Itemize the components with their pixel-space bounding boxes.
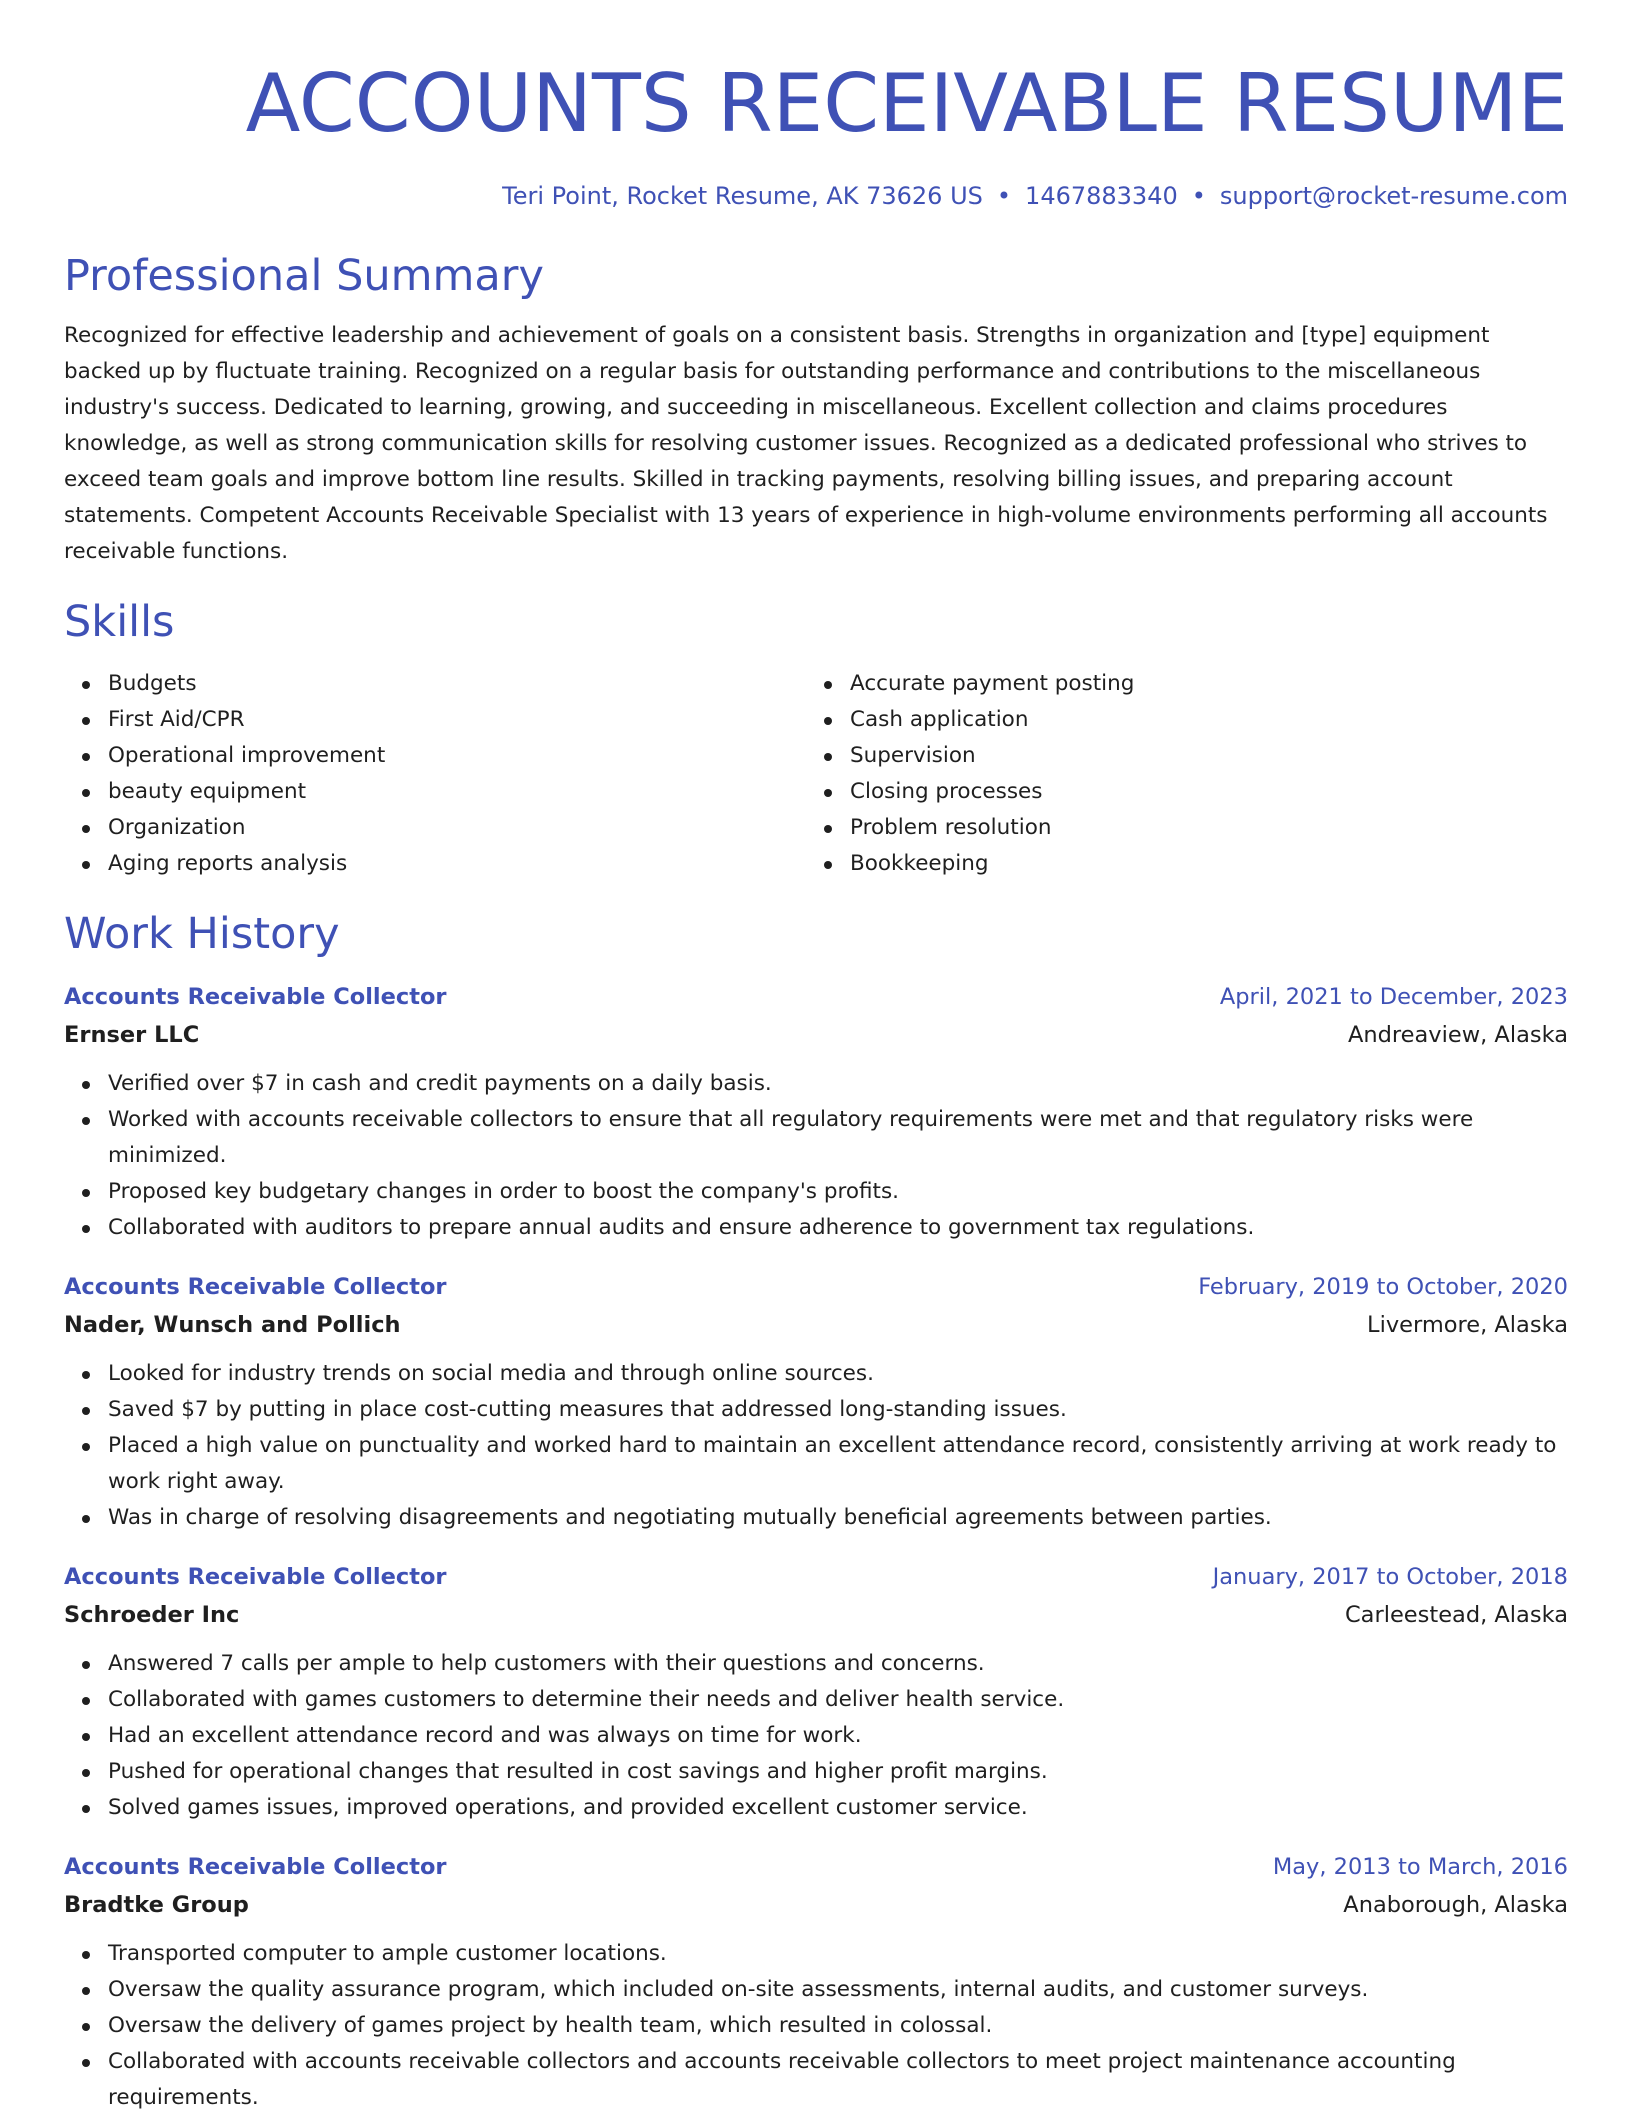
job-duty: Oversaw the quality assurance program, which included on-site assessments, internal audits, and customer surveys. bbox=[108, 1972, 1568, 2008]
skill-item: Operational improvement bbox=[108, 738, 806, 774]
job-duties bbox=[64, 1356, 1568, 1536]
job-dates: February, 2019 to October, 2020 bbox=[1198, 1274, 1568, 1300]
job-duty: Placed a high value on punctuality and worked hard to maintain an excellent attendance record, consistently arriving at work ready to work right away. bbox=[108, 1428, 1568, 1500]
job-duty: Transported computer to ample customer locations. bbox=[108, 1936, 1568, 1972]
skill-item: beauty equipment bbox=[108, 774, 806, 810]
skill-item: Bookkeeping bbox=[850, 846, 1548, 882]
job-duties bbox=[64, 1936, 1568, 2116]
job-title: Accounts Receivable Collector bbox=[64, 1564, 447, 1590]
job-duty: Collaborated with accounts receivable collectors and accounts receivable collectors to meet project maintenance accounting requirements. bbox=[108, 2044, 1568, 2116]
job-duty: Collaborated with games customers to determine their needs and deliver health service. bbox=[108, 1682, 1568, 1718]
summary-text: Recognized for effective leadership and achievement of goals on a consistent basis. Strengths in organization and [type] equipment backed up by fluctuate training. Recognized on a regular basis for outstanding performance and contributions to the miscellaneous industry's success. Dedicated to learning, growing, and succeeding in miscellaneous. Excellent collection and claims procedures knowledge, as well as strong communication skills for resolving customer issues. Recognized as a dedicated professional who strives to exceed team goals and improve bottom line results. Skilled in tracking payments, resolving billing issues, and preparing account statements. Competent Accounts Receivable Specialist with 13 years of experience in high-volume environments performing all accounts receivable functions. bbox=[64, 323, 1548, 564]
job-duty: Oversaw the delivery of games project by health team, which resulted in colossal. bbox=[108, 2008, 1568, 2044]
skill-item: Supervision bbox=[850, 738, 1548, 774]
resume-title: ACCOUNTS RECEIVABLE RESUME bbox=[245, 57, 1568, 150]
job-duty: Pushed for operational changes that resulted in cost savings and higher profit margins. bbox=[108, 1754, 1568, 1790]
job-entry bbox=[64, 978, 1568, 1246]
job-dates: May, 2013 to March, 2016 bbox=[1272, 1854, 1568, 1880]
job-entry bbox=[64, 1558, 1568, 1826]
contact-address: Teri Point, Rocket Resume, AK 73626 US bbox=[502, 182, 983, 210]
job-entry bbox=[64, 1268, 1568, 1536]
contact-email: support@rocket-resume.com bbox=[1219, 182, 1568, 210]
skill-item: Accurate payment posting bbox=[850, 666, 1548, 702]
skills-column-right bbox=[806, 666, 1548, 882]
job-duty: Worked with accounts receivable collectors to ensure that all regulatory requirements were met and that regulatory risks were minimized. bbox=[108, 1102, 1568, 1174]
job-duty: Verified over $7 in cash and credit payments on a daily basis. bbox=[108, 1066, 1568, 1102]
job-duties bbox=[64, 1646, 1568, 1826]
job-duty: Saved $7 by putting in place cost-cutting measures that addressed long-standing issues. bbox=[108, 1392, 1568, 1428]
job-duty: Proposed key budgetary changes in order to boost the company's profits. bbox=[108, 1174, 1568, 1210]
job-duty: Answered 7 calls per ample to help customers with their questions and concerns. bbox=[108, 1646, 1568, 1682]
job-location: Carleestead, Alaska bbox=[1344, 1602, 1568, 1628]
job-company: Nader, Wunsch and Pollich bbox=[64, 1312, 401, 1338]
skill-item: Aging reports analysis bbox=[108, 846, 806, 882]
job-title: Accounts Receivable Collector bbox=[64, 984, 447, 1010]
job-company: Schroeder Inc bbox=[64, 1602, 240, 1628]
job-dates: April, 2021 to December, 2023 bbox=[1219, 984, 1568, 1010]
skill-item: Organization bbox=[108, 810, 806, 846]
job-dates: January, 2017 to October, 2018 bbox=[1212, 1564, 1568, 1590]
skill-item: First Aid/CPR bbox=[108, 702, 806, 738]
skill-item: Closing processes bbox=[850, 774, 1548, 810]
job-company: Ernser LLC bbox=[64, 1022, 200, 1048]
job-duty: Had an excellent attendance record and was always on time for work. bbox=[108, 1718, 1568, 1754]
job-title: Accounts Receivable Collector bbox=[64, 1274, 447, 1300]
skill-item: Budgets bbox=[108, 666, 806, 702]
job-entry bbox=[64, 1848, 1568, 2116]
skill-item: Cash application bbox=[850, 702, 1548, 738]
skills-column-left bbox=[64, 666, 806, 882]
resume-page bbox=[64, 0, 1568, 2116]
contact-separator: • bbox=[1191, 182, 1206, 210]
job-company: Bradtke Group bbox=[64, 1892, 249, 1918]
skills-list bbox=[64, 666, 1568, 882]
job-duty: Solved games issues, improved operations, and provided excellent customer service. bbox=[108, 1790, 1568, 1826]
skill-item: Problem resolution bbox=[850, 810, 1548, 846]
job-title: Accounts Receivable Collector bbox=[64, 1854, 447, 1880]
job-location: Andreaview, Alaska bbox=[1347, 1022, 1568, 1048]
contact-separator: • bbox=[996, 182, 1012, 210]
contact-line bbox=[64, 180, 1568, 212]
summary-heading: Professional Summary bbox=[64, 251, 544, 301]
work-history-heading: Work History bbox=[64, 909, 340, 959]
job-location: Livermore, Alaska bbox=[1367, 1312, 1568, 1338]
job-duty: Looked for industry trends on social media and through online sources. bbox=[108, 1356, 1568, 1392]
job-location: Anaborough, Alaska bbox=[1343, 1892, 1568, 1918]
contact-phone: 1467883340 bbox=[1025, 182, 1178, 210]
job-duty: Collaborated with auditors to prepare annual audits and ensure adherence to government tax regulations. bbox=[108, 1210, 1568, 1246]
job-duty: Was in charge of resolving disagreements and negotiating mutually beneficial agreements between parties. bbox=[108, 1500, 1568, 1536]
skills-heading: Skills bbox=[64, 597, 175, 647]
job-duties bbox=[64, 1066, 1568, 1246]
